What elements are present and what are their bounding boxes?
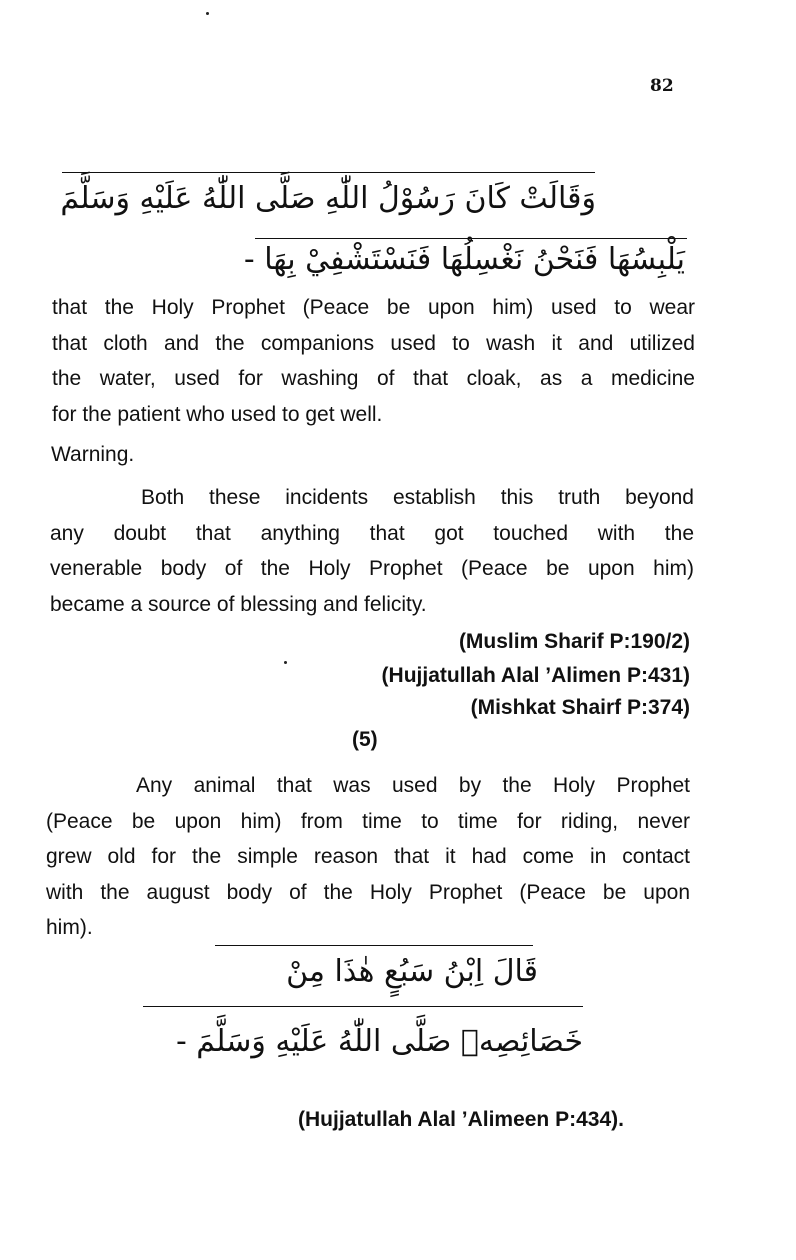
arabic-quote-middle-rule [255,238,687,239]
paragraph-1-line: that cloth and the companions used to wash it and utilized [52,331,695,355]
arabic-quote-2-line-1: قَالَ اِبْنُ سَبُعٍ هٰذَا مِنْ [286,954,538,989]
final-reference: (Hujjatullah Alal ’Alimeen P:434). [298,1108,624,1131]
paragraph-2-line: venerable body of the Holy Prophet (Peace be upon him) [50,557,694,580]
scan-speck [284,661,287,664]
reference-muslim-sharif: (Muslim Sharif P:190/2) [458,630,690,653]
arabic-quote-2-top-rule [215,945,533,946]
paragraph-1-line: for the patient who used to get well. [52,402,383,426]
arabic-quote-2-line-2: خَصَائِصِهٖ صَلَّى اللّٰهُ عَلَيْهِ وَسَلَّمَ - [175,1024,583,1059]
paragraph-3-line: with the august body of the Holy Prophet (Peace be upon [46,880,690,904]
paragraph-1 [52,290,695,432]
paragraph-3-line: him). [46,916,93,939]
reference-hujjatullah: (Hujjatullah Alal ’Alimen P:431) [381,664,690,687]
paragraph-2-line: any doubt that anything that got touched with the [50,521,694,545]
paragraph-3-line: grew old for the simple reason that it had come in contact [46,845,690,868]
warning-label-text: Warning. [51,443,135,466]
warning-label [51,437,134,473]
arabic-quote-1-line-2: يَلْبِسُهَا فَنَحْنُ نَغْسِلُهَا فَنَسْتَشْفِيْ بِهَا - [243,242,685,277]
scan-speck [206,12,209,15]
paragraph-1-line: that the Holy Prophet (Peace be upon him) used to wear [52,296,695,319]
reference-mishkat: (Mishkat Shairf P:374) [470,696,690,719]
paragraph-3-line: (Peace be upon him) from time to time for riding, never [46,809,690,833]
paragraph-2-line: Both these incidents establish this truth beyond [141,486,694,509]
page-number: 82 [650,76,674,96]
paragraph-3-line: Any animal that was used by the Holy Prophet [136,774,690,797]
paragraph-1-line: the water, used for washing of that cloak, as a medicine [52,367,695,390]
arabic-quote-2-middle-rule [143,1006,583,1007]
section-number: (5) [352,728,378,751]
arabic-quote-top-rule [62,172,595,173]
paragraph-3 [46,768,690,946]
paragraph-2 [50,480,694,622]
arabic-quote-1-line-1: وَقَالَتْ كَانَ رَسُوْلُ اللّٰهِ صَلَّى اللّٰهُ عَلَيْهِ وَسَلَّمَ [60,181,596,216]
paragraph-2-line: became a source of blessing and felicity. [50,592,427,616]
